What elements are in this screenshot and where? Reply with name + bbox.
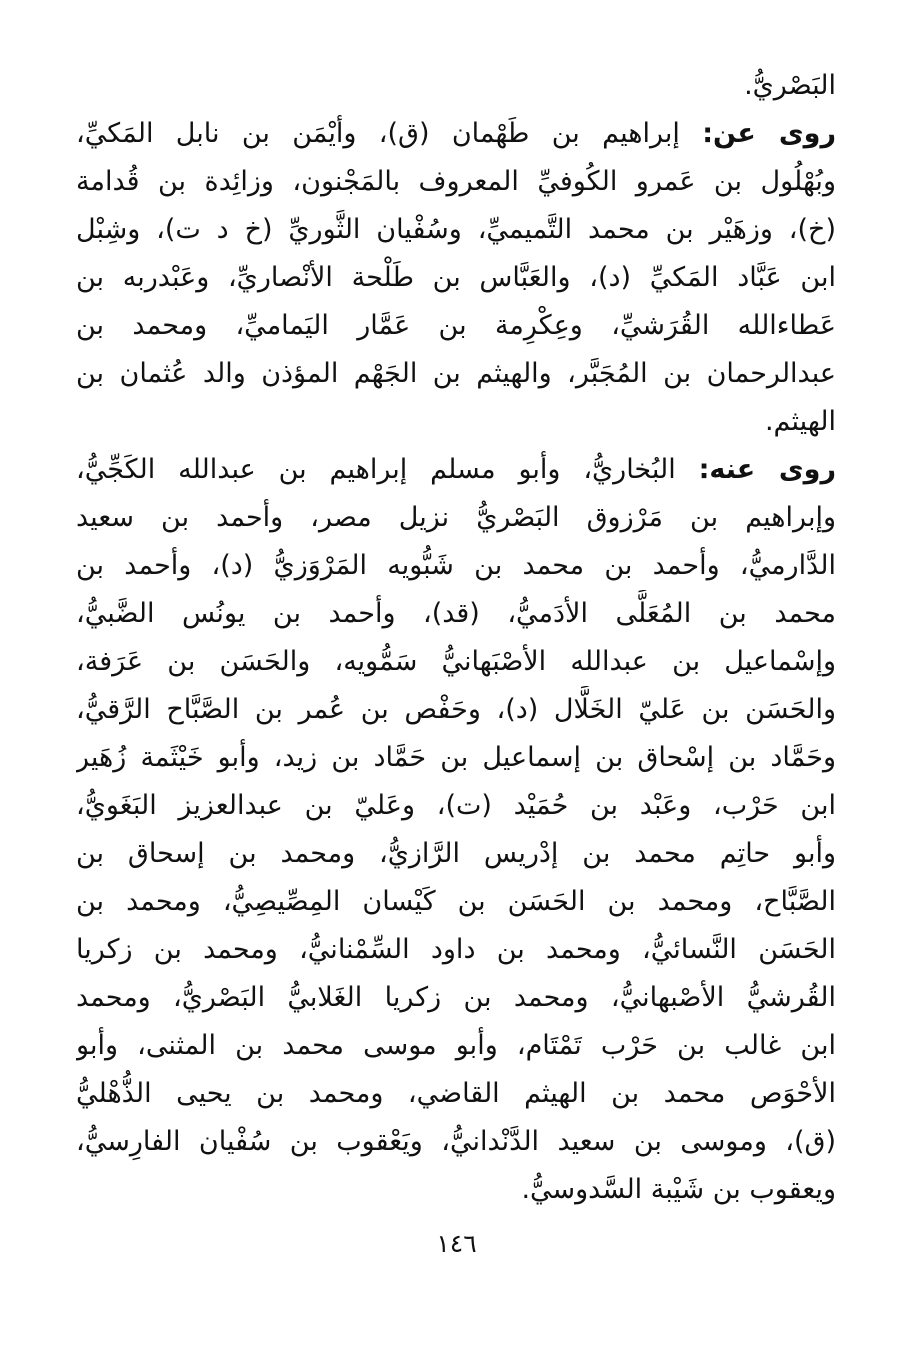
text-line: وإسْماعيل بن عبدالله الأصْبَهانيُّ سَمُّويه، والحَسَن بن عَرَفة، — [76, 646, 836, 677]
text-line: ابن غالب بن حَرْب تَمْتَام، وأبو موسى محمد بن المثنى، وأبو — [76, 1030, 836, 1061]
text-line: وإبراهيم بن مَرْزوق البَصْريُّ نزيل مصر، وأحمد بن سعيد — [76, 502, 836, 533]
text-line: (خ)، وزهَيْر بن محمد التَّميميِّ، وسُفْيان الثَّوريِّ (خ د ت)، وشِبْل — [76, 214, 836, 245]
text-line: ويعقوب بن شَيْبة السَّدوسيُّ. — [521, 1174, 836, 1205]
text-line: القُرشيُّ الأصْبهانيُّ، ومحمد بن زكريا الغَلابيُّ البَصْريُّ، ومحمد — [76, 982, 836, 1013]
text-line: وبُهْلُول بن عَمرو الكُوفيِّ المعروف بالمَجْنون، وزائِدة بن قُدامة — [76, 166, 836, 197]
text-line: عبدالرحمان بن المُجَبَّر، والهيثم بن الجَهْم المؤذن والد عُثمان بن — [76, 358, 836, 389]
section-label-narrated-from: روى عن: — [702, 118, 836, 149]
text-line: محمد بن المُعَلَّى الأدَميُّ، (قد)، وأحمد بن يونُس الضَّبيُّ، — [76, 598, 836, 629]
text-line: وحَمَّاد بن إسْحاق بن إسماعيل بن حَمَّاد بن زيد، وأبو خَيْثَمة زُهَير — [76, 742, 836, 773]
text-line: (ق)، وموسى بن سعيد الدَّنْدانيُّ، ويَعْقوب بن سُفْيان الفارِسيُّ، — [76, 1126, 836, 1157]
text-line: الصَّبَّاح، ومحمد بن الحَسَن بن كَيْسان المِصِّيصِيُّ، ومحمد بن — [76, 886, 836, 917]
text-line: الأحْوَص محمد بن الهيثم القاضي، ومحمد بن يحيى الذُّهْليُّ — [76, 1078, 836, 1109]
text-line: ابن حَرْب، وعَبْد بن حُمَيْد (ت)، وعَليّ بن عبدالعزيز البَغَويُّ، — [76, 790, 836, 821]
text-line: البَصْريُّ. — [744, 70, 836, 101]
text-line: وأبو حاتِم محمد بن إدْريس الرَّازيُّ، ومحمد بن إسحاق بن — [76, 838, 836, 869]
page-body — [76, 62, 836, 1214]
text-line: الهيثم. — [764, 406, 836, 437]
text-line: روى عن: إبراهيم بن طَهْمان (ق)، وأيْمَن بن نابل المَكيِّ، — [76, 118, 836, 149]
text-line: ابن عَبَّاد المَكيِّ (د)، والعَبَّاس بن طَلْحة الأنْصاريِّ، وعَبْدربه بن — [76, 262, 836, 293]
text-line: الحَسَن النَّسائيُّ، ومحمد بن داود السِّمْنانيُّ، ومحمد بن زكريا — [76, 934, 836, 965]
text-line: والحَسَن بن عَليّ الخَلَّال (د)، وحَفْص بن عُمر بن الصَّبَّاح الرَّقيُّ، — [76, 694, 836, 725]
text-line: عَطاءالله القُرَشيِّ، وعِكْرِمة بن عَمَّار اليَماميِّ، ومحمد بن — [76, 310, 836, 341]
page-number: ١٤٦ — [436, 1229, 477, 1258]
text-line: الدَّارميُّ، وأحمد بن محمد بن شَبُّويه المَرْوَزيُّ (د)، وأحمد بن — [76, 550, 836, 581]
text-line: روى عنه: البُخاريُّ، وأبو مسلم إبراهيم بن عبدالله الكَجِّيُّ، — [76, 454, 836, 485]
section-label-narrated-by: روى عنه: — [698, 454, 836, 485]
